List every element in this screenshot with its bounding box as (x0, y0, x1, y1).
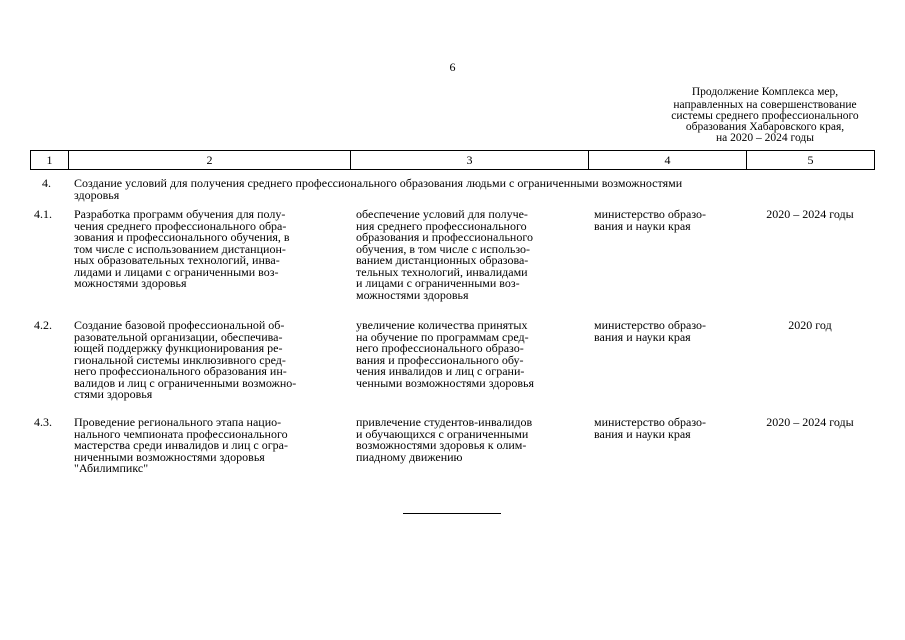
text-line: ния среднего профессионального (356, 218, 527, 233)
row-measure (74, 209, 349, 290)
continuation-line: на 2020 – 2024 годы (716, 132, 814, 144)
text-line: Разработка программ обучения для полу- (74, 207, 286, 221)
table-header (30, 150, 875, 170)
header-col-2: 2 (69, 151, 351, 169)
text-line: вания и науки края (594, 426, 691, 441)
row-number: 4.1. (34, 207, 52, 221)
row-period: 2020 год (788, 318, 832, 332)
text-line: ченными возможностями здоровья (356, 375, 534, 390)
text-line: можностями здоровья (74, 276, 187, 290)
text-line: можностями здоровья (356, 287, 469, 302)
text-line: увеличение количества принятых (356, 318, 528, 332)
row-measure (74, 320, 349, 401)
row-period: 2020 – 2024 годы (766, 207, 854, 221)
text-line: обеспечение условий для получе- (356, 207, 528, 221)
continuation-line: образования Хабаровского края, (685, 121, 845, 133)
text-line: министерство образо- (594, 207, 707, 221)
section-number: 4. (42, 176, 51, 190)
row-number: 4.2. (34, 318, 52, 332)
row-result (356, 320, 596, 389)
text-line: пиадному движению (356, 449, 463, 464)
text-line: него профессионального образования ин- (74, 364, 287, 378)
text-line: вания и науки края (594, 329, 691, 344)
text-line: ниченными возможностями здоровья (74, 449, 265, 464)
page-number: 6 (449, 60, 456, 74)
text-line: Создание базовой профессиональной об- (74, 318, 285, 332)
header-col-4: 4 (589, 151, 747, 169)
header-col-1: 1 (31, 151, 69, 169)
text-line: и обучающихся с ограниченными (356, 426, 529, 441)
row-responsible (594, 417, 744, 440)
header-col-5: 5 (807, 153, 814, 167)
text-line: Проведение регионального этапа нацио- (74, 415, 282, 429)
row-responsible (594, 209, 744, 232)
text-line: валидов и лиц с ограниченными возможно- (74, 375, 297, 390)
text-line: нального чемпионата профессионального (74, 426, 288, 441)
row-number: 4.3. (34, 415, 52, 429)
section-title-line: Создание условий для получения среднего профессионального образования людьми с ограниченными возможностями (74, 176, 683, 190)
text-line: гиональной системы инклюзивного сред- (74, 352, 286, 367)
header-col-3: 3 (351, 151, 589, 169)
text-line: разовательной организации, обеспечива- (74, 329, 283, 344)
text-line: ванием дистанционных образова- (356, 253, 529, 267)
end-divider (403, 513, 501, 514)
text-line: возможностями здоровья к олим- (356, 438, 527, 452)
row-responsible (594, 320, 744, 343)
row-result (356, 209, 596, 301)
section-title (74, 178, 864, 201)
text-line: тельных технологий, инвалидами (356, 264, 528, 279)
text-line: него профессионального образо- (356, 341, 524, 355)
text-line: министерство образо- (594, 415, 707, 429)
text-line: на обучение по программам сред- (356, 329, 529, 344)
row-result (356, 417, 596, 463)
text-line: ных образовательных технологий, инва- (74, 253, 280, 267)
text-line: чения инвалидов и лиц с ограни- (356, 364, 525, 378)
text-line: том числе с использованием дистанцион- (74, 241, 286, 256)
text-line: привлечение студентов-инвалидов (356, 415, 533, 429)
continuation-line: системы среднего профессионального (671, 110, 859, 122)
text-line: стями здоровья (74, 387, 153, 401)
text-line: ющей поддержку функционирования ре- (74, 341, 283, 355)
text-line: министерство образо- (594, 318, 707, 332)
text-line: обучения, в том числе с использо- (356, 241, 531, 256)
continuation-title: Продолжение Комплекса мер, (691, 86, 839, 98)
text-line: вания и науки края (594, 218, 691, 233)
text-line: чения среднего профессионального обра- (74, 218, 287, 233)
text-line: образования и профессионального (356, 230, 533, 244)
text-line: "Абилимпикс" (74, 461, 149, 475)
text-line: мастерства среди инвалидов и лиц с огра- (74, 438, 288, 452)
row-measure (74, 417, 349, 475)
section-title-line: здоровья (74, 187, 120, 202)
row-period: 2020 – 2024 годы (766, 415, 854, 429)
text-line: лидами и лицами с ограниченными воз- (74, 264, 279, 279)
text-line: зования и профессионального обучения, в (74, 230, 290, 244)
continuation-line: направленных на совершенствование (673, 99, 857, 111)
text-line: и лицами с ограниченными воз- (356, 276, 520, 290)
text-line: вания и профессионального обу- (356, 352, 524, 367)
continuation-heading (655, 87, 875, 144)
